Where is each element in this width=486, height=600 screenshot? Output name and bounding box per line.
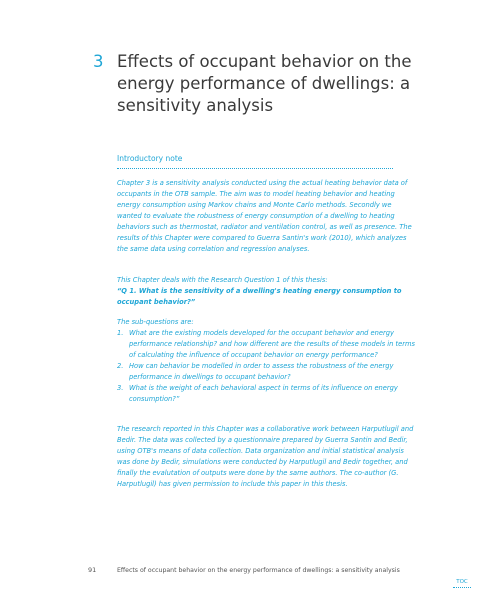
subquestions-intro: The sub-questions are: xyxy=(117,318,194,326)
subquestion-item xyxy=(117,328,415,361)
subquestion-number: 2. xyxy=(117,362,124,370)
subquestion-item xyxy=(117,383,415,405)
subquestion-item xyxy=(117,361,415,383)
chapter-number: 3 xyxy=(93,52,104,71)
subquestion-list xyxy=(117,328,415,405)
intro-heading: Introductory note xyxy=(117,154,183,163)
intro-divider xyxy=(117,168,393,169)
intro-paragraph: Chapter 3 is a sensitivity analysis conducted using the actual heating behavior data of occupants in the OTB sample. The aim was to model heating behavior and heating energy consumption using Markov chains and Monte Carlo methods. Secondly we wanted to evaluate the robustness of energy consumption of a dwelling to heating behaviors such as thermostat, radiator and ventilation control, as well as presence. The results of this Chapter were compared to Guerra Santin's work (2010), which analyzes the same data using correlation and regression analyses. xyxy=(117,179,412,253)
research-question: “Q 1. What is the sensitivity of a dwelling's heating energy consumption to occupant behavior?” xyxy=(117,287,402,306)
footer-page-number: 91 xyxy=(88,566,97,574)
chapter-title: Effects of occupant behavior on the energy performance of dwellings: a sensitivity analysis xyxy=(117,52,412,115)
toc-link[interactable]: TOC xyxy=(453,579,471,588)
subquestion-text: What are the existing models developed for the occupant behavior and energy performance relationship? and how different are the results of these models in terms of calculating the influence of occupant behavior on energy performance? xyxy=(129,329,416,359)
subquestion-number: 1. xyxy=(117,329,124,337)
subquestion-text: What is the weight of each behavioral aspect in terms of its influence on energy consumption?” xyxy=(129,384,398,403)
subquestions-block xyxy=(117,317,415,405)
subquestion-number: 3. xyxy=(117,384,124,392)
footer-running-title: Effects of occupant behavior on the energy performance of dwellings: a sensitivity analysis xyxy=(117,567,400,574)
collaboration-paragraph: The research reported in this Chapter was a collaborative work between Harputlugil and Bedir. The data was collected by a questionnaire prepared by Guerra Santin and Bedir, using OTB's means of data collection. Data organization and initial statistical analysis was done by Bedir, simulations were conducted by Harputlugil and Bedir together, and finally the evalutation of outputs were done by the same authors. The co-author (G. Harputlugil) has given permission to include this paper in this thesis. xyxy=(117,425,414,488)
research-question-block xyxy=(117,275,415,308)
subquestion-text: How can behavior be modelled in order to assess the robustness of the energy performance in dwellings to occupant behavior? xyxy=(129,362,394,381)
research-question-intro: This Chapter deals with the Research Question 1 of this thesis: xyxy=(117,276,328,284)
